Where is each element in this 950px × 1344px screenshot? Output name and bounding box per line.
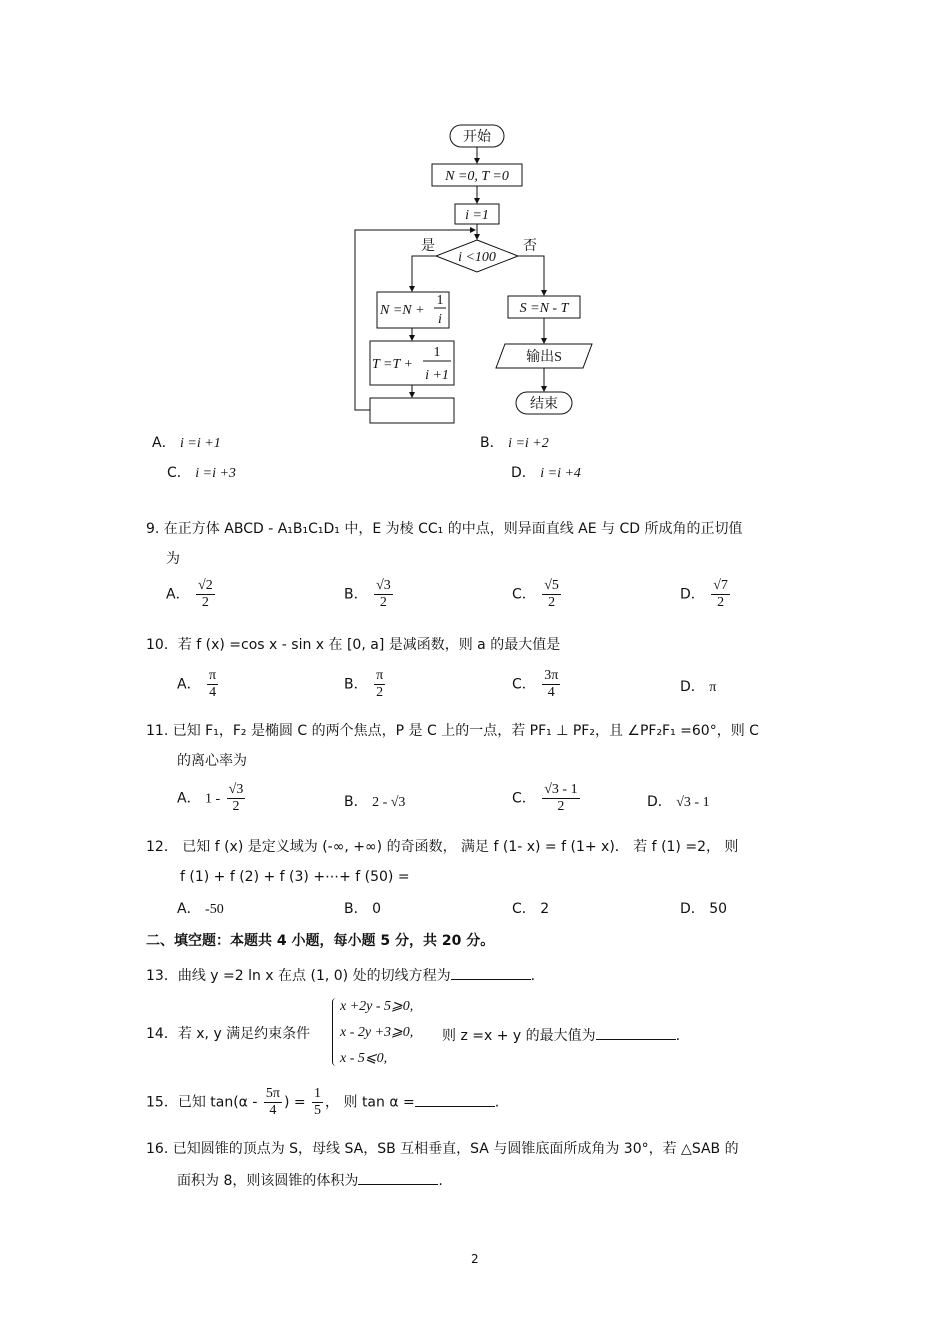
q9-option-b: B． $\frac{√3}{2}$	[344, 578, 391, 610]
no-label: 否	[523, 239, 537, 254]
q16-answer-blank	[358, 1170, 438, 1185]
q10-option-b: B． $\frac{\pi}{2}$	[344, 668, 384, 700]
q16-line1: 16. 已知圆锥的顶点为 S，母线 SA，SB 互相垂直，SA 与圆锥底面所成角为 30°，若 △SAB 的	[146, 1141, 739, 1157]
q9-stem-line2: 为	[166, 551, 180, 567]
q8-option-c: C． i =i +3	[167, 465, 236, 481]
yes-label: 是	[421, 239, 435, 254]
q11-option-d: D． √3 - 1	[647, 794, 710, 810]
condition-label: i <100	[458, 250, 496, 265]
q9-option-d: D． $\frac{√7}{2}$	[680, 578, 728, 610]
n-frac-num: 1	[436, 293, 444, 308]
q11-stem-line1: 11. 已知 F₁，F₂ 是椭圆 C 的两个焦点，P 是 C 上的一点，若 PF₁ ⊥ PF₂，且 ∠PF₂F₁ =60°，则 C	[146, 723, 759, 739]
q11-stem-line2: 的离心率为	[177, 753, 247, 769]
t-frac-num: 1	[433, 345, 441, 360]
q12-option-a: A． -50	[177, 901, 224, 917]
q12-stem-line2: f (1) + f (2) + f (3) +⋯+ f (50) =	[180, 869, 410, 885]
q9-option-a: A． $\frac{√2}{2}$	[166, 578, 213, 610]
q13: 13．曲线 y =2 ln x 在点 (1, 0) 处的切线方程为 .	[146, 965, 535, 985]
q12-stem-line1: 12． 已知 f (x) 是定义域为 (-∞, +∞) 的奇函数， 满足 f (1- x) = f (1+ x)． 若 f (1) =2， 则	[146, 839, 739, 855]
q12-option-c: C． 2	[512, 901, 550, 917]
flowchart	[340, 118, 610, 428]
q12-option-d: D． 50	[680, 901, 728, 917]
init-label: N =0, T =0	[445, 169, 509, 184]
q14-answer-blank	[596, 1025, 676, 1040]
init-i-label: i =1	[465, 208, 489, 223]
s-label: S =N - T	[519, 301, 569, 316]
n-frac-den: i	[438, 312, 442, 327]
q14-pre: 14．若 x, y 满足约束条件	[146, 1026, 311, 1042]
blank-step-node	[370, 398, 454, 423]
q9-option-c: C． $\frac{√5}{2}$	[512, 578, 559, 610]
section-heading: 二、填空题：本题共 4 小题，每小题 5 分，共 20 分。	[146, 933, 495, 949]
q9-stem-line1: 9. 在正方体 ABCD - A₁B₁C₁D₁ 中，E 为棱 CC₁ 的中点，则异面直线 AE 与 CD 所成角的正切值	[146, 521, 743, 537]
q14-constraint-3: x - 5⩽0,	[340, 1051, 388, 1066]
q10-option-d: D． π	[680, 679, 717, 695]
page-number: 2	[471, 1252, 479, 1266]
q16-line2: 面积为 8，则该圆锥的体积为 .	[177, 1170, 443, 1190]
q13-answer-blank	[451, 965, 531, 980]
q10-option-c: C． $\frac{3\pi}{4}$	[512, 668, 559, 700]
q11-option-c: C． $\frac{√3 - 1}{2}$	[512, 782, 578, 814]
q15: 15．已知 tan(α - $\frac{5\pi}{4}$ ) = $\frac{1}{5}$ ， 则 tan α = .	[146, 1086, 500, 1118]
n-update-label: N =N +	[380, 303, 425, 318]
q12-option-b: B． 0	[344, 901, 381, 917]
q15-answer-blank	[415, 1092, 495, 1107]
end-label: 结束	[530, 397, 558, 412]
q14-constraint-1: x +2y - 5⩾0,	[340, 999, 414, 1014]
q11-option-a: A． 1 - $\frac{√3}{2}$	[177, 782, 244, 814]
q14-constraint-2: x - 2y +3⩾0,	[340, 1025, 414, 1040]
q10-option-a: A． $\frac{\pi}{4}$	[177, 668, 217, 700]
start-label: 开始	[463, 130, 491, 145]
q14-rest: 则 z =x + y 的最大值为 .	[442, 1025, 680, 1045]
q10-stem: 10．若 f (x) =cos x - sin x 在 [0, a] 是减函数，则 a 的最大值是	[146, 637, 561, 653]
output-label: 输出S	[526, 350, 562, 365]
q14-brace	[332, 998, 339, 1066]
q8-option-d: D． i =i +4	[511, 465, 581, 481]
t-update-label: T =T +	[372, 357, 413, 372]
t-frac-den: i +1	[425, 368, 449, 383]
q8-option-b: B． i =i +2	[480, 435, 549, 451]
q8-option-a: A． i =i +1	[152, 435, 221, 451]
q11-option-b: B． 2 - √3	[344, 794, 406, 810]
